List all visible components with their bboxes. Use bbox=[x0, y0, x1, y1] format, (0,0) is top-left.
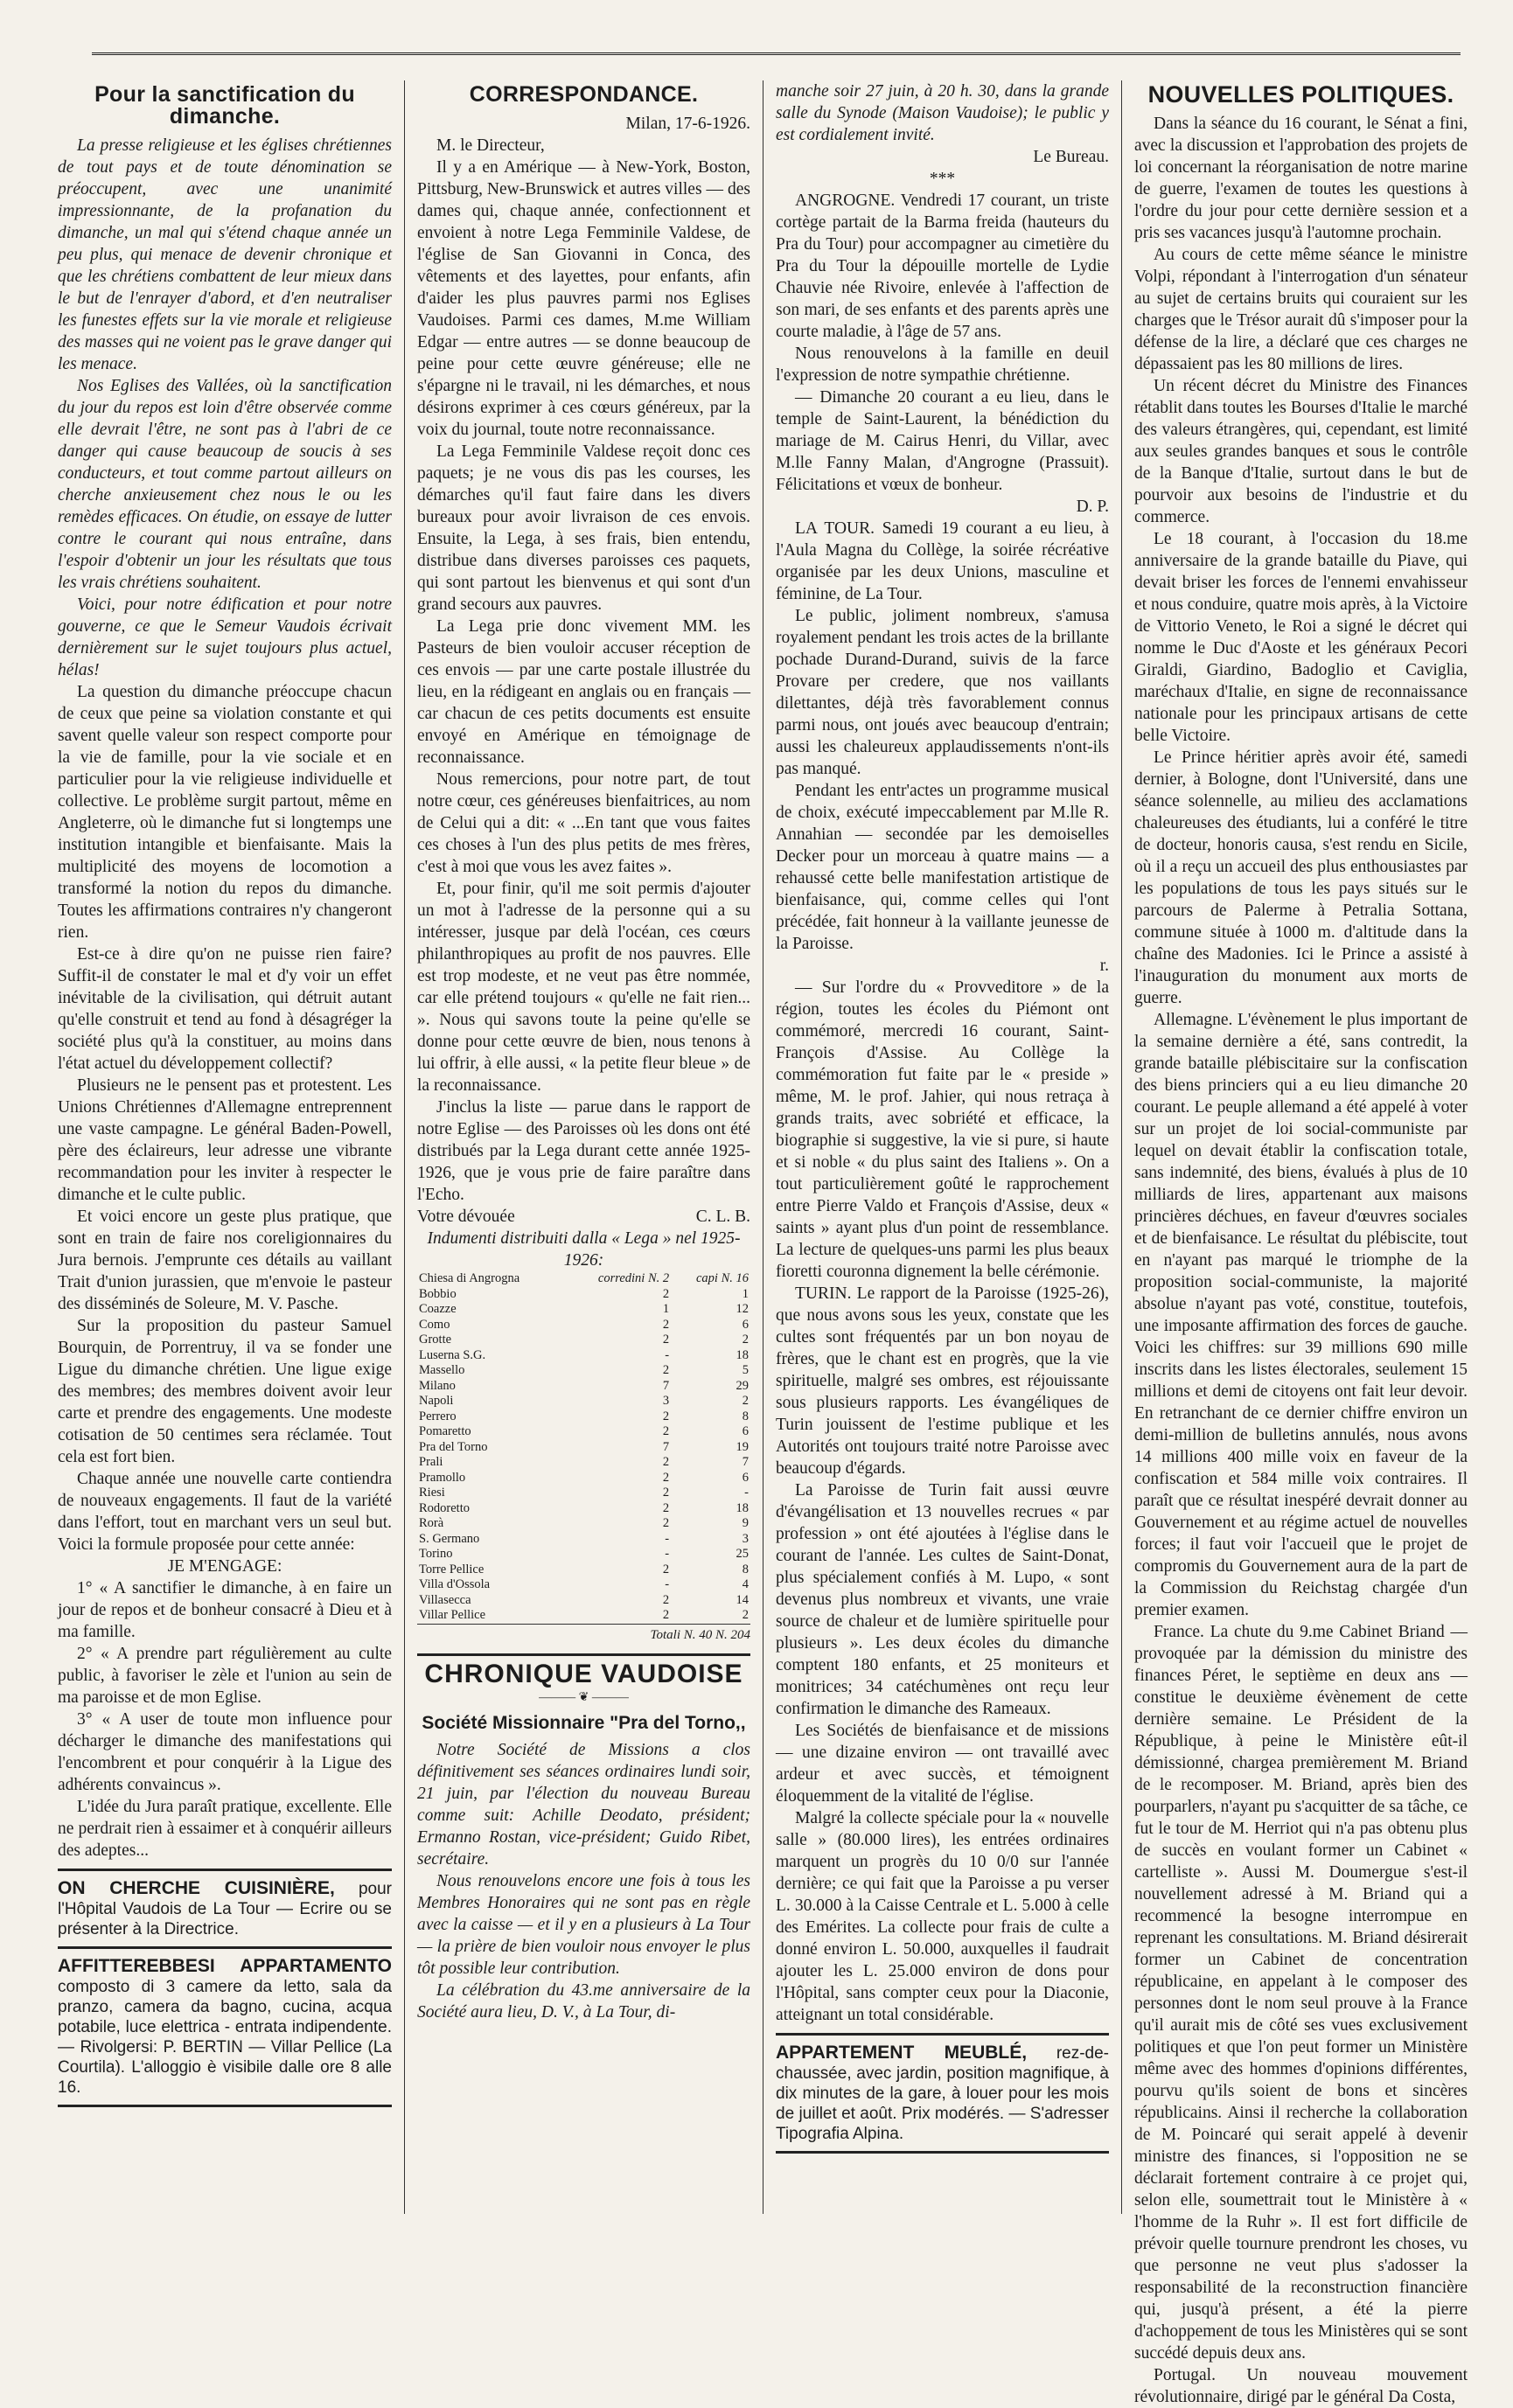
signature: Le Bureau. bbox=[1033, 148, 1109, 166]
parish-name: Como bbox=[419, 1317, 450, 1332]
corredini-count: - bbox=[665, 1531, 670, 1546]
table-row bbox=[417, 1379, 750, 1395]
ad-cuisiniere: ON CHERCHE CUISINIÈRE, pour l'Hôpital Vaudois de La Tour — Ecrire ou se présenter à la Directrice. bbox=[58, 1878, 393, 1938]
parish-name: Torino bbox=[419, 1547, 453, 1561]
capi-count: 18 bbox=[736, 1500, 749, 1515]
capi-count: 6 bbox=[742, 1470, 749, 1485]
table-row bbox=[417, 1302, 750, 1318]
table-row bbox=[417, 1532, 750, 1548]
capi-count: 6 bbox=[742, 1317, 749, 1332]
table-row bbox=[417, 1424, 750, 1440]
ad-appartamento: AFFITTEREBBESI APPARTAMENTO composto di 3 camere da letto, sala da pranzo, camera da bagno, cucina, acqua potabile, luce elettrica - entrata indipendente. — Rivolgersi: P. BERTIN — Villar Pellice (La Courtila). L'alloggio è visibile dalle ore 8 alle 16. bbox=[58, 1956, 392, 2097]
capi-count: 25 bbox=[736, 1547, 749, 1561]
paragraph: Et, pour finir, qu'il me soit permis d'ajouter un mot à l'adresse de la personne qui a su intéresser, jusque par delà l'océan, ces cœurs philanthropiques au profit de nos pauvres. Elle est trop modeste, et ne veut pas être nommée, car elle prétend toujours « qu'elle ne fait rien... ». Nous qui savons toute la peine qu'elle se donne pour cette œuvre de bien, nous tenons à lui offrir, à elle aussi, « la petite fleur bleue » de la reconnaissance. bbox=[417, 880, 750, 1095]
parish-name: Massello bbox=[419, 1363, 465, 1377]
capi-count: 1 bbox=[742, 1286, 749, 1301]
parish-name: Rodoretto bbox=[419, 1500, 470, 1515]
table-row bbox=[417, 1348, 750, 1364]
paragraph: L'idée du Jura paraît pratique, excellente. Elle ne perdrait rien à essaimer et à conquérir ailleurs des adeptes... bbox=[58, 1798, 392, 1860]
parish-name: Grotte bbox=[419, 1333, 452, 1347]
paragraph: LA TOUR. Samedi 19 courant a eu lieu, à l'Aula Magna du Collège, la soirée récréative organisée par les deux Unions, masculine et féminine, de La Tour. bbox=[776, 519, 1109, 603]
ad-appartement-meuble: APPARTEMENT MEUBLÉ, rez-de-chaussée, avec jardin, position magnifique, à dix minutes de la gare, à louer pour les mois de juillet et août. Prix modérés. — S'adresser Tipografia Alpina. bbox=[776, 2043, 1109, 2143]
corredini-count: 2 bbox=[662, 1592, 670, 1607]
parish-name: S. Germano bbox=[419, 1531, 480, 1546]
paragraph: France. La chute du 9.me Cabinet Briand — provoquée par la démission du ministre des finances Péret, le septième en deux ans — constitue le deuxième évènement de cette dernière semaine. Le Président de la République, à peine le Ministère eût-il démissionné, chargea premièrement M. Briand de le recomposer. M. Briand, après bien des pourparlers, n'ayant pu s'acquitter de sa tâche, ce fut le tour de M. Herriot qui n'a pas obtenu plus de succès en voulant former un Cabinet « cartelliste ». Aussi M. Doumergue s'est-il nouvellement adressé à M. Briand qui a recommencé la besogne interrompue en reprenant les consultations. M. Briand désirerait former un Cabinet de concentration républicaine, en appelant à le composer des personnes dont le nom seul prouve à la France qu'il aurait mis de côté ses vues exclusivement politiques et que l'on peut former un Ministère même avec des hommes d'opinions différentes, pourvu qu'ils soient de bons et sincères républicains. Ainsi il recherche la collaboration de M. Poincaré qui serait appelé à devenir ministre des finances, si l'opposition ne se déclarait fortement contraire à ce projet qui, selon elle, soumettrait tout le Ministère à « l'homme de la Ruhr ». Il est fort difficile de prévoir quelle tournure prendront les choses, vu que personne ne veut plus s'adosser la responsabilité de la reconstruction financière qui, jusqu'à présent, a été la pierre d'achoppement de tous les Ministères qui se sont succédé depuis deux ans. bbox=[1134, 1623, 1468, 2363]
paragraph: Nous renouvelons encore une fois à tous les Membres Honoraires qui ne sont pas en règle avec la caisse — et il y en a plusieurs à La Tour — la prière de bien vouloir nous envoyer le plus tôt possible leur contribution. bbox=[417, 1871, 750, 1978]
paragraph: Chaque année une nouvelle carte contiendra de nouveaux engagements. Il faut de la variété dans l'effort, tout en marchant vers un seul but. Voici la formule proposée pour cette année: bbox=[58, 1470, 392, 1554]
section-title-nouvelles: NOUVELLES POLITIQUES. bbox=[1147, 81, 1454, 108]
paragraph: Pendant les entr'actes un programme musical de choix, exécuté impeccablement par M.lle R. Annahian — secondée par les demoiselles Decker pour un morceau à quatre mains — a rehaussé cette belle manifestation artistique de bienfaisance, qui, comme celles qui l'ont précédée, fait honneur à la vaillante jeunesse de la Paroisse. bbox=[776, 782, 1109, 953]
parish-name: Napoli bbox=[419, 1394, 454, 1408]
divider bbox=[776, 2033, 1109, 2036]
capi-count: 5 bbox=[742, 1363, 749, 1377]
table-row bbox=[417, 1287, 750, 1303]
paragraph: Nous renouvelons à la famille en deuil l'expression de notre sympathie chrétienne. bbox=[776, 344, 1109, 385]
parish-name: Bobbio bbox=[419, 1286, 457, 1301]
engagement-item: 3° « A user de toute mon influence pour décharger le dimanche des manifestations qui l'encombrent et pour conquérir à la Ligue des adhérents convaincus ». bbox=[58, 1710, 392, 1794]
paragraph: Portugal. Un nouveau mouvement révolutionnaire, dirigé par le général Da Costa, bbox=[1134, 2366, 1468, 2406]
corredini-count: 2 bbox=[662, 1333, 670, 1347]
paragraph: — Dimanche 20 courant a eu lieu, dans le temple de Saint-Laurent, la bénédiction du mariage de M. Cairus Henri, du Villar, avec M.lle Fanny Malan, d'Angrogne (Prassuit). Félicitations et vœux de bonheur. bbox=[776, 388, 1109, 494]
capi-count: 7 bbox=[742, 1455, 749, 1469]
ornament-icon: ——— ❦ ——— bbox=[539, 1690, 629, 1704]
paragraph: Le public, joliment nombreux, s'amusa royalement pendant les trois actes de la brillante pochade Durand-Durand, suivis de la farce Provare per credere, que nos vaillants dilettantes, déjà très favorablement connus parmi nous, ont joués avec beaucoup d'entrain; aussi les chaleureux applaudissements n'ont-ils pas manqué. bbox=[776, 607, 1109, 778]
divider bbox=[58, 2105, 392, 2107]
capi-count: 29 bbox=[736, 1378, 749, 1393]
column-2 bbox=[404, 80, 763, 2214]
paragraph: Sur la proposition du pasteur Samuel Bourquin, de Porrentruy, il va se fonder une Ligue du dimanche chrétien. Une ligue exige des membres; des membres doivent avoir leur carte et prendre des engagements. Une modeste cotisation de 50 centimes sera réclamée. Tout cela est fort bien. bbox=[58, 1317, 392, 1466]
donation-table bbox=[417, 1271, 750, 1624]
capi-count: 4 bbox=[742, 1577, 749, 1591]
capi-count: 8 bbox=[742, 1409, 749, 1423]
signature: D. P. bbox=[1076, 498, 1109, 516]
paragraph: La Lega Femminile Valdese reçoit donc ces paquets; je ne vous dis pas les courses, les démarches qu'il faut faire dans les divers bureaux pour avoir livraison de ces envois. Ensuite, la Lega, à ses frais, bien entendu, distribue dans diverses paroisses ces paquets, qui sont partout les bienvenus et qui sont d'un grand secours aux pauvres. bbox=[417, 442, 750, 614]
parish-name: Torre Pellice bbox=[419, 1562, 485, 1576]
corredini-count: 2 bbox=[662, 1363, 670, 1377]
paragraph: Est-ce à dire qu'on ne puisse rien faire? Suffit-il de constater le mal et d'y voir un effet inévitable de la civilisation, qui détruit autant qu'elle construit et tend au fond à désagréger la société plus qu'à la constituer, au moins dans l'état actuel du développement collectif? bbox=[58, 945, 392, 1073]
capi-count: 12 bbox=[736, 1302, 749, 1316]
corredini-count: 2 bbox=[662, 1562, 670, 1576]
parish-name: Riesi bbox=[419, 1486, 445, 1500]
article-title-dimanche: Pour la sanctification du dimanche. bbox=[94, 82, 355, 129]
capi-count: 2 bbox=[742, 1608, 749, 1622]
engagement-heading: JE M'ENGAGE: bbox=[167, 1557, 282, 1576]
capi-count: 18 bbox=[736, 1347, 749, 1362]
divider bbox=[58, 1946, 392, 1949]
table-body bbox=[417, 1287, 750, 1624]
table-row bbox=[417, 1394, 750, 1409]
table-row bbox=[417, 1471, 750, 1486]
table-row bbox=[417, 1363, 750, 1379]
paragraph: Voici, pour notre édification et pour notre gouverne, ce que le Semeur Vaudois écrivait dernièrement sur le sujet toujours plus actuel, hélas! bbox=[58, 595, 392, 679]
column-1 bbox=[45, 80, 404, 2214]
capi-count: 9 bbox=[742, 1516, 749, 1530]
parish-name: Pra del Torno bbox=[419, 1439, 488, 1454]
corredini-count: - bbox=[665, 1547, 670, 1561]
parish-name: Luserna S.G. bbox=[419, 1347, 486, 1362]
table-row bbox=[417, 1547, 750, 1562]
table-row bbox=[417, 1333, 750, 1348]
corredini-count: 7 bbox=[662, 1439, 670, 1454]
parish-name: Perrero bbox=[419, 1409, 457, 1423]
paragraph: Notre Société de Missions a clos définitivement ses séances ordinaires lundi soir, 21 juin, par l'élection du nouveau Bureau comme suit: Achille Deodato, président; Ermanno Rostan, vice-président; Guido Ribet, secrétaire. bbox=[417, 1740, 750, 1869]
paragraph: Plusieurs ne le pensent pas et protestent. Les Unions Chrétiennes d'Allemagne entreprennent une vaste campagne. Le général Baden-Powell, père des éclaireurs, leur adresse une vibrante recommandation pour les inviter à respecter le dimanche et le culte public. bbox=[58, 1076, 392, 1204]
paragraph: La Lega prie donc vivement MM. les Pasteurs de bien vouloir accuser réception de ces envois — par une carte postale illustrée du lieu, en la rédigeant en anglais ou en français — car chacun de ces petits documents est ensuite envoyé en Amérique en témoignage de reconnaissance. bbox=[417, 617, 750, 767]
corredini-count: 2 bbox=[662, 1486, 670, 1500]
corredini-count: 2 bbox=[662, 1317, 670, 1332]
table-row bbox=[417, 1440, 750, 1456]
table-row bbox=[417, 1501, 750, 1517]
corredini-count: 2 bbox=[662, 1455, 670, 1469]
corredini-count: 2 bbox=[662, 1470, 670, 1485]
column-3 bbox=[763, 80, 1121, 2214]
paragraph: ANGROGNE. Vendredi 17 courant, un triste cortège partait de la Barma freida (hauteurs du Pra du Tour) pour accompagner au cimetière du Pra du Tour la dépouille mortelle de Lydie Chauvie née Rivoire, enlevée à l'affection de son mari, de ses enfants et des parents après une courte maladie, à l'âge de 57 ans. bbox=[776, 191, 1109, 341]
paragraph: TURIN. Le rapport de la Paroisse (1925-26), que nous avons sous les yeux, constate que les cultes sont fréquentés par un bon noyau de frères, que le chant est en progrès, que la vie spirituelle, malgré ses ombres, est réjouissante sous plusieurs rapports. Les évangéliques de Turin jouissent de l'estime publique et les Autorités ont toujours traité notre Paroisse avec beaucoup d'égards. bbox=[776, 1284, 1109, 1478]
corredini-count: 1 bbox=[662, 1302, 670, 1316]
divider bbox=[776, 2151, 1109, 2154]
parish-name: Milano bbox=[419, 1378, 456, 1393]
list-title: Indumenti distribuiti dalla « Lega » nel 1925-1926: bbox=[427, 1229, 741, 1270]
corredini-count: 2 bbox=[662, 1409, 670, 1423]
engagement-item: 1° « A sanctifier le dimanche, à en faire un jour de repos et de bonheur consacré à Dieu et à ma famille. bbox=[58, 1579, 392, 1641]
corredini-count: 2 bbox=[662, 1286, 670, 1301]
table-row bbox=[417, 1516, 750, 1532]
parish-name: Coazze bbox=[419, 1302, 457, 1316]
table-row bbox=[417, 1577, 750, 1593]
corredini-count: 3 bbox=[662, 1394, 670, 1408]
salutation: M. le Directeur, bbox=[436, 136, 545, 155]
table-row bbox=[417, 1455, 750, 1471]
newspaper-page bbox=[45, 80, 1480, 2406]
signature: r. bbox=[1099, 957, 1109, 975]
parish-name: Villasecca bbox=[419, 1592, 471, 1607]
top-rule bbox=[92, 52, 1461, 59]
corredini-count: - bbox=[665, 1347, 670, 1362]
table-row bbox=[417, 1486, 750, 1501]
subheading-societe: Société Missionnaire "Pra del Torno,, bbox=[422, 1712, 746, 1733]
divider bbox=[417, 1653, 750, 1656]
corredini-count: - bbox=[665, 1577, 670, 1591]
corredini-count: 2 bbox=[662, 1516, 670, 1530]
capi-count: 8 bbox=[742, 1562, 749, 1576]
section-title-chronique: CHRONIQUE VAUDOISE bbox=[424, 1659, 743, 1688]
paragraph: Un récent décret du Ministre des Finances rétablit dans toutes les Bourses d'Italie le marché des valeurs étrangères, qui, cependant, est limité aux seules grandes banques et sous le contrôle de la Banque d'Italie, surtout dans le but de pourvoir aux besoins de l'industrie et du commerce. bbox=[1134, 377, 1468, 526]
paragraph: Dans la séance du 16 courant, le Sénat a fini, avec la discussion et l'approbation des projets de loi concernant la réorganisation de notre marine de guerre, l'examen de toutes les questions à l'ordre du jour pour cette dernière session et a pris ses vacances jusqu'à l'automne prochain. bbox=[1134, 115, 1468, 242]
paragraph: Malgré la collecte spéciale pour la « nouvelle salle » (80.000 lires), les entrées ordinaires marquent un progrès du 10 0/0 sur l'année dernière; ce qui fait que la Paroisse a pu verser L. 30.000 à la Caisse Centrale et L. 5.000 à celle des Emérites. La collecte pour frais de culte a donné environ L. 50.000, auxquelles il faudrait ajouter les L. 25.000 environ de dons pour l'Hôpital, sans compter ceux pour la Diaconie, atteignant un total considérable. bbox=[776, 1809, 1109, 2024]
parish-name: Villar Pellice bbox=[419, 1608, 486, 1622]
paragraph: Les Sociétés de bienfaisance et de missions — une dizaine environ — ont travaillé avec ardeur et avec succès, et témoignent éloquemment de la vitalité de l'église. bbox=[776, 1722, 1109, 1806]
capi-count: 2 bbox=[742, 1333, 749, 1347]
paragraph: La question du dimanche préoccupe chacun de ceux que peine sa violation constante et qui savent quelle valeur son respect comporte pour la vie de famille, pour la vie sociale et en particulier pour la vie religieuse individuelle et collective. Le problème surgit partout, même en Angleterre, où le dimanche fut si longtemps une institution intangible et bienfaisante. Mais la multiplicité des moyens de locomotion a transformé la notion du repos du dimanche. Toutes les affirmations contraires n'y changeront rien. bbox=[58, 683, 392, 942]
paragraph: Le Prince héritier après avoir été, samedi dernier, à Bologne, dont l'Université, dans une séance solennelle, au milieu des acclamations chaleureuses des étudiants, lui a conféré le titre de docteur, honoris causa, s'est rendu en Sicile, où il a reçu un accueil des plus enthousiastes par les populations de tous les pays situés sur le parcours de Palerme à Petralia Sottana, commune située à 1000 m. d'altitude dans la chaîne des Madonies. Ici le Prince a assisté à l'inauguration du monument aux morts de guerre. bbox=[1134, 748, 1468, 1007]
capi-count: 14 bbox=[736, 1592, 749, 1607]
corredini-count: 2 bbox=[662, 1500, 670, 1515]
paragraph: Allemagne. L'évènement le plus important de la semaine dernière a été, sans contredit, la grande bataille plébiscitaire sur la confiscation des biens princiers qui a eu lieu dimanche 20 courant. Le peuple allemand a été appelé à voter sur un projet de loi social-communiste par lequel on devait établir la confiscation totale, sans indemnité, des biens, évalués à plus de 10 milliards de lires, appartenant aux maisons princières déchues, en faveur d'œuvres sociales et de bienfaisance. Le résultat du plébiscite, tout en n'ayant pas marqué le triomphe de la proposition social-communiste, la majorité absolue n'ayant pas voté, constitue, toutefois, une imposante affirmation des forces de gauche. Voici les chiffres: sur 39 millions 690 mille inscrits dans les listes électorales, seulement 15 millions et demi de citoyens ont fait leur devoir. En retranchant de ce dernier chiffre environ un demi-million de bulletins annulés, nous avons 14 millions 400 mille voix en faveur de la confiscation et 584 mille voix contraires. Il paraît que ce résultat inespéré devrait donner au Gouvernement et au régime actuel de nouvelles forces; il faut voir l'accueil que le projet de compromis du Gouvernement aura de la part de la Commission du Reichstag chargée d'un premier examen. bbox=[1134, 1011, 1468, 1619]
paragraph: Nous remercions, pour notre part, de tout notre cœur, ces généreuses bienfaitrices, au nom de Celui qui a dit: « ...En tant que vous faites ces choses à l'un des plus petits de mes frères, c'est à moi que vous les avez faites ». bbox=[417, 770, 750, 876]
paragraph: J'inclus la liste — parue dans le rapport de notre Eglise — des Paroisses où les dons ont été distribués par la Lega durant cette année 1925-1926, que je vous prie de faire paraître dans l'Echo. bbox=[417, 1098, 750, 1204]
capi-count: 2 bbox=[742, 1394, 749, 1408]
table-header: Chiesa di Angrogna corredini N. 2 capi N. 16 bbox=[419, 1271, 749, 1285]
paragraph: Il y a en Amérique — à New-York, Boston, Pittsburg, New-Brunswick et autres villes — des dames qui, chaque année, confectionnent et envoient à notre Lega Femminile Valdese, de l'église de San Giovanni in Conca, des vêtements et des layettes, pour enfants, afin d'aider les plus pauvres parmi nos Eglises Vaudoises. Parmi ces dames, M.me William Edgar — entre autres — se donne beaucoup de peine pour cette œuvre généreuse; elle ne s'épargne ni le travail, ni les démarches, et nous désirons exprimer à ces cœurs généreux, par la voix du journal, toute notre reconnaissance. bbox=[417, 158, 750, 439]
paragraph: Au cours de cette même séance le ministre Volpi, répondant à l'interrogation d'un sénateur au sujet de certains bruits qui couraient sur les charges que le Trésor aurait dû s'imposer pour la défense de la lire, a déclaré que ces charges ne dépassaient pas les 80 millions de lires. bbox=[1134, 246, 1468, 373]
capi-count: 3 bbox=[742, 1531, 749, 1546]
parish-name: Rorà bbox=[419, 1516, 444, 1530]
corredini-count: 2 bbox=[662, 1424, 670, 1438]
parish-name: Pramollo bbox=[419, 1470, 466, 1485]
paragraph: La presse religieuse et les églises chrétiennes de tout pays et de toute dénomination se préoccupent, avec une unanimité impressionnante, de la profanation du dimanche, un mal qui s'étend chaque année un peu plus, qui menace de devenir chronique et que les chrétiens combattent de leur mieux dans le but de l'enrayer d'abord, et d'en neutraliser les funestes effets sur la vie morale et religieuse des masses qui ne voient pas le grave danger qui les menace. bbox=[58, 136, 392, 373]
table-row bbox=[417, 1409, 750, 1425]
capi-count: 6 bbox=[742, 1424, 749, 1438]
paragraph: manche soir 27 juin, à 20 h. 30, dans la grande salle du Synode (Maison Vaudoise); le public y est cordialement invité. bbox=[776, 82, 1109, 144]
dateline: Milan, 17-6-1926. bbox=[625, 115, 750, 133]
capi-count: 19 bbox=[736, 1439, 749, 1454]
separator-stars: *** bbox=[929, 170, 956, 188]
parish-name: Villa d'Ossola bbox=[419, 1577, 491, 1591]
signature: Votre dévouée C. L. B. bbox=[417, 1207, 750, 1226]
parish-name: Prali bbox=[419, 1455, 443, 1469]
paragraph: — Sur l'ordre du « Provveditore » de la région, toutes les écoles du Piémont ont commémoré, mercredi 16 courant, Saint-François d'Assise. Au Collège la commémoration fut faite par le « preside » même, M. le prof. Jahier, qui nous retraça à grands traits, avec sobriété et efficace, la biographie si suggestive, la vie si pure, si haute et si noble « du plus saint des Italiens ». On a tout particulièrement goûté le rapprochement entre Pierre Valdo et François d'Assise, deux « saints » ayant plus d'un point de ressemblance. La lecture de quelques-uns parmi les plus beaux fioretti couronna dignement la belle cérémonie. bbox=[776, 978, 1109, 1281]
divider bbox=[58, 1869, 392, 1871]
corredini-count: 7 bbox=[662, 1378, 670, 1393]
table-row bbox=[417, 1318, 750, 1333]
paragraph: La Paroisse de Turin fait aussi œuvre d'évangélisation et 13 nouvelles recrues « par profession » ont été ajoutées à l'église dans le courant de l'année. Les cultes de Saint-Donat, plus spécialement confiés à M. Lupo, « sont devenus plus nombreux et vivants, une vraie source de chaleur et de lumière spirituelle pour plusieurs ». Les deux écoles du dimanche comptent 180 enfants, et 25 moniteurs et monitrices; 34 catéchumènes ont reçu leur confirmation le dimanche des Rameaux. bbox=[776, 1481, 1109, 1718]
parish-name: Pomaretto bbox=[419, 1424, 471, 1438]
paragraph: Le 18 courant, à l'occasion du 18.me anniversaire de la grande bataille du Piave, qui devait briser les forces de l'ennemi envahisseur et nous conduire, quatre mois après, à la Victoire de Vittorio Veneto, le Roi a signé le décret qui nomme le Duc d'Aoste et les généraux Pecori Giraldi, Giardino, Badoglio et Caviglia, maréchaux d'Italie, en signe de reconnaissance nationale pour les principaux artisans de cette belle Victoire. bbox=[1134, 530, 1468, 745]
column-4 bbox=[1121, 80, 1480, 2406]
engagement-item: 2° « A prendre part régulièrement au culte public, à favoriser le zèle et l'union au sein de ma paroisse et de mon Eglise. bbox=[58, 1645, 392, 1707]
capi-count: - bbox=[744, 1486, 749, 1500]
table-row bbox=[417, 1593, 750, 1609]
corredini-count: 2 bbox=[662, 1608, 670, 1622]
table-row bbox=[417, 1608, 750, 1624]
table-total: Totali N. 40 N. 204 bbox=[417, 1624, 750, 1646]
article-title-correspondance: CORRESPONDANCE. bbox=[469, 82, 699, 107]
paragraph: Nos Eglises des Vallées, où la sanctification du jour du repos est loin d'être observée comme elle devrait l'être, ne sont pas à l'abri de ce danger qui cause beaucoup de soucis à ses conducteurs, et tout comme partout ailleurs on cherche anxieusement chez nous le ou les remèdes efficaces. On étudie, on essaye de lutter contre le courant qui nous entraîne, dans l'espoir d'obtenir un jour les résultats que tous les vrais chrétiens souhaitent. bbox=[58, 377, 392, 592]
paragraph: Et voici encore un geste plus pratique, que sont en train de faire nos coreligionnaires du Jura bernois. J'emprunte ces détails au vaillant Trait d'union jurassien, que m'envoie le pasteur des disséminés de Soleure, M. V. Pasche. bbox=[58, 1207, 392, 1313]
paragraph: La célébration du 43.me anniversaire de la Société aura lieu, D. V., à La Tour, di- bbox=[417, 1980, 750, 2022]
table-row bbox=[417, 1562, 750, 1578]
